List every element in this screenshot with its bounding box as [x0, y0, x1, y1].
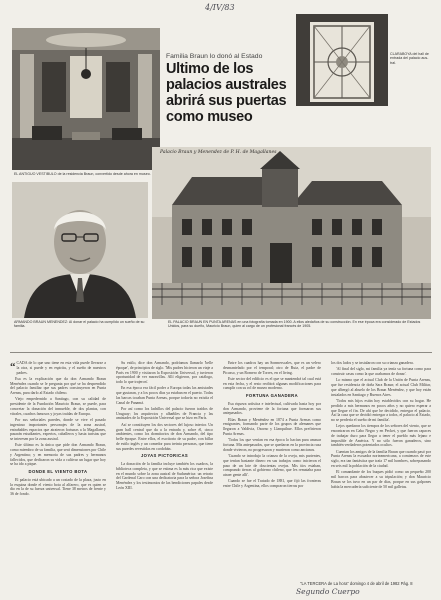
col1-para-3: Viejo empedernido a Santiago, con su calidad de presidente de la Fundación Mauricio Braun, se puede, para concretar la donación del inmueble, de dos plantas, con vitrales, cuadros famosos y joyas traídas de Europa. — [10, 397, 106, 416]
section-divider — [10, 352, 432, 353]
col3b-para-4: 'Cuando se introdujo la crianza de la oveja, mis parientes, que tenían bastante dinero en sus trabajos como inicieron el paso de un lote de doscientas ovejas. Mis tíos estaban, comprando tierras al gobierno chileno, que les remataba para atraer gente allí'. — [223, 454, 321, 478]
handwritten-signature: Segundo Cuerpo — [296, 587, 360, 596]
col1-para-4: Por sus señoriales paredes, donde se vive el pasado ingenioso importantes personajes de la zona austral, entrañables espacios que atraieron fortunas a la Magallanes, pasarán estudiantes, expertos, caballeros y hasta turistas que se interesen por la zona austral. — [10, 418, 106, 442]
col2-para-2: En esa época era fácil poder a Europa todas las amistades que gustaran, y a los pocos días ya estaban en el puerto. Todas las barcas tocaban Punta Arenas, porque todavía no existía el Canal de Panamá. — [116, 386, 213, 405]
vestibule-caption: EL ANTIGUO VESTIBULO de la residencia Braun, convertido desde ahora en museo. — [14, 172, 151, 176]
col1-para-1: CADA de lo que uno tiene en esta vida puede llevarse a la otra, si puede y en espiritu, y el sueño de nuestros padres. — [16, 361, 106, 375]
col3-para-2: Este sector del edificio es el que se mantendrá tal cual está en esta fecha, y el resto recibirá algunas modificaciones para cumplir con su rol de museo moderno. — [223, 376, 321, 391]
col4-para-5: Lejos quedaron los tiempos de los señores del viento, que se encontraron en Cabo Negro y en Pecket, y que fueron capaces de trabajar duro para llegar a tener el pueblo más lejano e imposible de América. Y no sólo fueron ganaderos, sino también verdaderos potentados ocultos. — [331, 424, 431, 448]
col3-para-1: Entre los cuadros hay un Sonmerscales, que es un velero desmantelado por el temporal; otro de Ruiz, el padre de Picasso, y un Romero de Torres, en el living. — [223, 361, 321, 375]
column-1 — [10, 361, 106, 498]
col3b-para-2: Elías Braun y Menéndez en 1874 a Punta Arenas como emigrantes, formando parte de los grupos de alemanes que llegaron a Valdivia, Osorno y Llanquihue. Ellos prefirieron Punta Arenas. — [223, 417, 321, 436]
col4-para-6: Cuentan los amigos de la familia Braun que cuando pasó por Punta Arenas la escuadra norteamericana, a comienzos de este siglo, era tan fantástica que traía 17 mil hombres, sobrepasando en seis mil la población de la ciudad. — [331, 449, 431, 468]
col4-para-4: 'Todos mis hijos están hoy establecidos con su hogar. He perdido a mis hermanos en pocos años y no quiero esperar a que llegue el fin. De ahí que he decidido, entregar el palacio. Así la casa que se decidió entregar a todos, el palacio al Estado, no se perdería el sueño de mi familia'. — [331, 399, 431, 423]
col2-para-4: Así se constituyen los dos sectores del lujoso interior. Un gran hall central que da a la entrada y, sobre él, cinco ambientes, como los dormitorios de don Armando, del tipo belle époque. Entre ellos, el escritorio de su padre, con billar de estilo inglés y un comedor para treinta personas, que tiene sus paredes revestidas en cordobán. — [116, 422, 213, 451]
col2-para-1: Su estilo, dice don Armando, podríamos llamarlo 'belle époque', de principios de siglo. 'Mis padres hicieron un viaje a París en 1900 y visitaron la Exposición Universal, y tuvieron oportunidad de ver maravillas. Allí eligieron, por catálogo, todo lo que trajeron'. — [116, 361, 213, 384]
col1-subheading: DONDE EL VIENTO BOTA — [28, 469, 88, 475]
palace-caption: EL PALACIO BRAUN EN PUNTA ARENAS en una fotografía tomada en 1900. A ellos aledaños de su construcción. En ese época era considerado de Estados Unidos, para su dueño, Mauricio Braun, quien al cargo de un profesional francés de 1905. — [168, 320, 421, 329]
article-headline: Ultimo de los palacios australes abrirá sus puertas como museo — [166, 61, 287, 125]
column-3 — [223, 361, 321, 491]
col2-para-3: Por así como los ladrillos del palacio fueron traídos de Uruguay; los arquitectos y albañiles de Francia y las amistades de la Exposición Universal que se hizo en París. — [116, 406, 213, 421]
page-footer: "LA TERCERA de La hora" domingo 4 de abril de 1982 Pág. 8 — [300, 581, 413, 586]
col1b-para-1: El palacio está ubicado a un costado de la plaza, justo en la esquina donde el viento bota al alfarero, que es quien se dio en la de su fuerza universal. Tiene 38 metros de frente y 36 de fondo. — [10, 477, 106, 497]
col1-para-5: Este último es la única que pide don Armando Braun, como miembro de su familia, que será dimensiones por Chile y Argentina; y en memoria de sus padres y hermanos fallecidos, que dedicaron su vida a cultivar un lugar que hoy se ha ido a pique. — [10, 443, 106, 467]
col3-subheading: FORTUNA GANADERA — [245, 393, 299, 399]
col3b-para-3: 'Todos los que venían en esa época lo hacían para amasar fortuna. Mis antepasados, que se quedaron en la provincia rusa donde vivieron, no progresaron y murieron como ancianos. — [223, 438, 321, 452]
column-4 — [331, 361, 431, 491]
palace-inline-label: Palacio Braun y Menendez de P. H. de Magallanes — [160, 150, 277, 155]
palace-photo — [152, 147, 431, 319]
col3b-para-5: Cuando se fue el Tratado de 1881, que fijó las fronteras entre Chile y Argentina, ellos compraron tierras por — [223, 479, 321, 489]
vestibule-photo — [12, 28, 160, 170]
portrait-caption: ARMANDO BRAUN MENENDEZ: Al donar el palacio ha cumplido un sueño de su familia. — [14, 320, 145, 329]
col2b-para-1: La donación de la familia incluye también los cuadros, la biblioteca completa, y que se estima es la más rica que existe en el mundo sobre la zona austral de Sudamérica: un retrato del Cardenal Caro con una dedicatoria para la señora Josefina Menéndez y los testimonios de las bendiciones papales desde León XIII. — [116, 462, 213, 490]
handwritten-date: 4/IV/83 — [205, 3, 235, 12]
column-2 — [116, 361, 213, 492]
col2-subheading: JOYAS PICTORICAS — [140, 453, 189, 459]
skylight-caption: CLARABOYA del hall de entrada del palacio aus-tral. — [390, 52, 429, 65]
portrait-photo — [12, 182, 148, 318]
skylight-photo — [296, 14, 388, 106]
col1-para-2: Esa es la explicación que da don Armando Braun Menéndez cuando se le pregunta por qué se ha desprendido del palacio familiar que sus padres construyeron en Punta Arenas, para darlo al Estado chileno. — [10, 376, 106, 396]
col4-para-3: Lo mismo que el actual Club de la Unión de Punta Arenas, que fue residencia de doña Sara Braun; el actual Club Militar, que albergó al abuelo de los Braun Menéndez, y que hoy están instalados en Santiago y Buenos Aires. — [331, 378, 431, 397]
col4-para-2: 'Al final del siglo, mi familia ya tenía su fortuna como para construir casas como la que acabamos de donar'. — [331, 367, 431, 377]
article-kicker: Familia Braun lo donó al Estado — [166, 53, 263, 60]
col4-para-7: El comandante de los buques pidió como un pequeño 200 mil barcos para abastecer a su tripulación; y don Mauricio Braun se los tuvo en un par de días, porque en sus galpones había la mercadería suficiente de 50 mil galletas. — [331, 470, 431, 489]
col4-para-1: los dos lados y se instalaron con su crianza ganadera. — [331, 361, 414, 365]
dropcap: “ — [10, 361, 16, 373]
col3b-para-1: Esa riqueza artística e intelectual, cultivada hasta hoy por don Armando, proviene de la fortuna que formaron sus antepasados. — [223, 401, 321, 416]
